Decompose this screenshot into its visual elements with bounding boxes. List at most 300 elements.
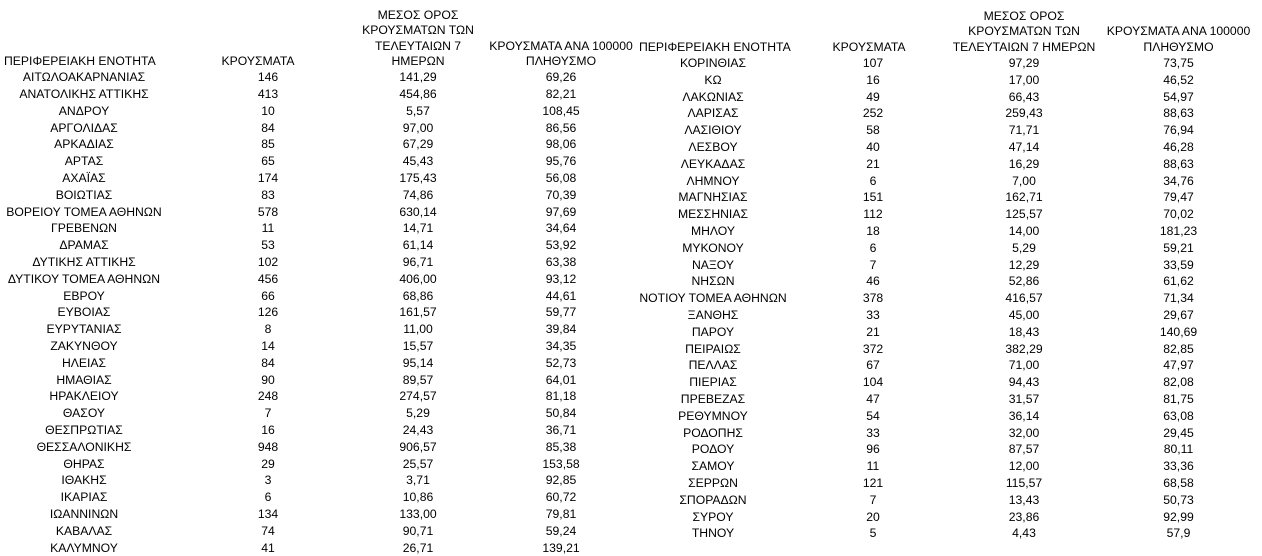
per100k-cell: 70,02 <box>1099 206 1258 223</box>
region-cell: ΒΟΙΩΤΙΑΣ <box>2 187 166 204</box>
table-row <box>2 69 636 86</box>
region-cell: ΗΜΑΘΙΑΣ <box>2 372 166 389</box>
cases-cell: 7 <box>789 257 949 274</box>
per100k-cell: 108,45 <box>486 103 636 120</box>
region-cell: ΛΕΣΒΟΥ <box>637 139 789 156</box>
table-row <box>2 220 636 237</box>
table-row <box>2 422 636 439</box>
per100k-cell: 33,36 <box>1099 458 1258 475</box>
cases-cell: 6 <box>166 489 350 506</box>
region-cell: ΠΡΕΒΕΖΑΣ <box>637 391 789 408</box>
avg7-cell: 97,29 <box>949 55 1099 72</box>
per100k-cell: 88,63 <box>1099 105 1258 122</box>
table-row <box>2 271 636 288</box>
cases-table-left <box>2 8 636 556</box>
avg7-cell: 14,71 <box>350 220 486 237</box>
cases-cell: 7 <box>789 492 949 509</box>
region-cell: ΝΟΤΙΟΥ ΤΟΜΕΑ ΑΘΗΝΩΝ <box>637 290 789 307</box>
region-cell: ΘΕΣΣΑΛΟΝΙΚΗΣ <box>2 439 166 456</box>
cases-cell: 11 <box>789 458 949 475</box>
region-cell: ΙΚΑΡΙΑΣ <box>2 489 166 506</box>
table-body-right <box>637 55 1258 542</box>
header-cases: ΚΡΟΥΣΜΑΤΑ <box>166 8 350 69</box>
table-row <box>637 223 1258 240</box>
table-row <box>637 525 1258 542</box>
cases-cell: 21 <box>789 324 949 341</box>
table-row <box>637 391 1258 408</box>
per100k-cell: 95,76 <box>486 153 636 170</box>
per100k-cell: 50,73 <box>1099 492 1258 509</box>
table-row <box>2 86 636 103</box>
avg7-cell: 74,86 <box>350 187 486 204</box>
per100k-cell: 153,58 <box>486 456 636 473</box>
per100k-cell: 44,61 <box>486 288 636 305</box>
per100k-cell: 80,11 <box>1099 441 1258 458</box>
per100k-cell: 88,63 <box>1099 156 1258 173</box>
table-row <box>2 103 636 120</box>
avg7-cell: 906,57 <box>350 439 486 456</box>
region-cell: ΜΥΚΟΝΟΥ <box>637 240 789 257</box>
region-cell: ΘΕΣΠΡΩΤΙΑΣ <box>2 422 166 439</box>
header-cases: ΚΡΟΥΣΜΑΤΑ <box>789 8 949 55</box>
per100k-cell: 82,85 <box>1099 341 1258 358</box>
cases-cell: 6 <box>789 240 949 257</box>
table-row <box>637 307 1258 324</box>
region-cell: ΒΟΡΕΙΟΥ ΤΟΜΕΑ ΑΘΗΝΩΝ <box>2 204 166 221</box>
table-row <box>2 388 636 405</box>
cases-cell: 104 <box>789 374 949 391</box>
avg7-cell: 454,86 <box>350 86 486 103</box>
cases-cell: 41 <box>166 540 350 556</box>
region-cell: ΗΡΑΚΛΕΙΟΥ <box>2 388 166 405</box>
avg7-cell: 23,86 <box>949 509 1099 526</box>
cases-cell: 67 <box>789 357 949 374</box>
avg7-cell: 36,14 <box>949 408 1099 425</box>
cases-cell: 58 <box>789 122 949 139</box>
per100k-cell: 60,72 <box>486 489 636 506</box>
per100k-cell: 86,56 <box>486 120 636 137</box>
region-cell: ΕΥΡΥΤΑΝΙΑΣ <box>2 321 166 338</box>
region-cell: ΛΕΥΚΑΔΑΣ <box>637 156 789 173</box>
table-row <box>637 173 1258 190</box>
table-row <box>637 425 1258 442</box>
cases-cell: 6 <box>789 173 949 190</box>
table-row <box>637 441 1258 458</box>
cases-cell: 5 <box>789 525 949 542</box>
table-row <box>637 156 1258 173</box>
region-cell: ΠΑΡΟΥ <box>637 324 789 341</box>
per100k-cell: 46,52 <box>1099 72 1258 89</box>
per100k-cell: 68,58 <box>1099 475 1258 492</box>
cases-cell: 126 <box>166 304 350 321</box>
table-row <box>2 540 636 556</box>
table-row <box>2 355 636 372</box>
cases-cell: 7 <box>166 405 350 422</box>
table-row <box>2 338 636 355</box>
table-row <box>637 240 1258 257</box>
per100k-cell: 53,92 <box>486 237 636 254</box>
per100k-cell: 47,97 <box>1099 357 1258 374</box>
avg7-cell: 5,57 <box>350 103 486 120</box>
table-row <box>637 492 1258 509</box>
table-row <box>2 136 636 153</box>
table-row <box>2 506 636 523</box>
region-cell: ΠΕΙΡΑΙΩΣ <box>637 341 789 358</box>
avg7-cell: 630,14 <box>350 204 486 221</box>
cases-cell: 578 <box>166 204 350 221</box>
per100k-cell: 140,69 <box>1099 324 1258 341</box>
region-cell: ΗΛΕΙΑΣ <box>2 355 166 372</box>
region-cell: ΡΟΔΟΠΗΣ <box>637 425 789 442</box>
avg7-cell: 406,00 <box>350 271 486 288</box>
per100k-cell: 59,24 <box>486 523 636 540</box>
avg7-cell: 162,71 <box>949 189 1099 206</box>
table-row <box>637 122 1258 139</box>
per100k-cell: 52,73 <box>486 355 636 372</box>
cases-cell: 66 <box>166 288 350 305</box>
region-cell: ΖΑΚΥΝΘΟΥ <box>2 338 166 355</box>
table-row <box>2 405 636 422</box>
cases-cell: 16 <box>789 72 949 89</box>
cases-cell: 14 <box>166 338 350 355</box>
region-cell: ΜΕΣΣΗΝΙΑΣ <box>637 206 789 223</box>
region-cell: ΓΡΕΒΕΝΩΝ <box>2 220 166 237</box>
region-cell: ΚΑΒΑΛΑΣ <box>2 523 166 540</box>
cases-cell: 83 <box>166 187 350 204</box>
region-cell: ΠΕΛΛΑΣ <box>637 357 789 374</box>
table-row <box>637 324 1258 341</box>
cases-cell: 121 <box>789 475 949 492</box>
region-cell: ΙΩΑΝΝΙΝΩΝ <box>2 506 166 523</box>
region-cell: ΣΠΟΡΑΔΩΝ <box>637 492 789 509</box>
table-row <box>2 120 636 137</box>
table-row <box>637 72 1258 89</box>
avg7-cell: 382,29 <box>949 341 1099 358</box>
cases-cell: 102 <box>166 254 350 271</box>
cases-cell: 413 <box>166 86 350 103</box>
avg7-cell: 95,14 <box>350 355 486 372</box>
table-row <box>2 153 636 170</box>
avg7-cell: 25,57 <box>350 456 486 473</box>
cases-cell: 107 <box>789 55 949 72</box>
avg7-cell: 17,00 <box>949 72 1099 89</box>
per100k-cell: 82,21 <box>486 86 636 103</box>
cases-cell: 10 <box>166 103 350 120</box>
avg7-cell: 45,00 <box>949 307 1099 324</box>
avg7-cell: 66,43 <box>949 89 1099 106</box>
cases-cell: 8 <box>166 321 350 338</box>
avg7-cell: 61,14 <box>350 237 486 254</box>
avg7-cell: 15,57 <box>350 338 486 355</box>
header-avg7: ΜΕΣΟΣ ΟΡΟΣ ΚΡΟΥΣΜΑΤΩΝ ΤΩΝ ΤΕΛΕΥΤΑΙΩΝ 7 ΗΜΕΡΩΝ <box>949 8 1099 55</box>
avg7-cell: 47,14 <box>949 139 1099 156</box>
avg7-cell: 141,29 <box>350 69 486 86</box>
table-row <box>2 304 636 321</box>
per100k-cell: 56,08 <box>486 170 636 187</box>
avg7-cell: 125,57 <box>949 206 1099 223</box>
cases-cell: 948 <box>166 439 350 456</box>
avg7-cell: 10,86 <box>350 489 486 506</box>
region-cell: ΣΕΡΡΩΝ <box>637 475 789 492</box>
table-row <box>637 475 1258 492</box>
region-cell: ΑΝΑΤΟΛΙΚΗΣ ΑΤΤΙΚΗΣ <box>2 86 166 103</box>
avg7-cell: 3,71 <box>350 472 486 489</box>
avg7-cell: 97,00 <box>350 120 486 137</box>
region-cell: ΑΝΔΡΟΥ <box>2 103 166 120</box>
per100k-cell: 98,06 <box>486 136 636 153</box>
per100k-cell: 82,08 <box>1099 374 1258 391</box>
per100k-cell: 81,75 <box>1099 391 1258 408</box>
cases-cell: 84 <box>166 355 350 372</box>
table-row <box>637 458 1258 475</box>
per100k-cell: 64,01 <box>486 372 636 389</box>
table-row <box>2 456 636 473</box>
region-cell: ΤΗΝΟΥ <box>637 525 789 542</box>
cases-cell: 11 <box>166 220 350 237</box>
table-row <box>2 523 636 540</box>
cases-cell: 146 <box>166 69 350 86</box>
table-body-left <box>2 69 636 556</box>
cases-table-right <box>637 8 1258 542</box>
region-cell: ΜΗΛΟΥ <box>637 223 789 240</box>
region-cell: ΕΒΡΟΥ <box>2 288 166 305</box>
region-cell: ΑΡΚΑΔΙΑΣ <box>2 136 166 153</box>
region-cell: ΝΑΞΟΥ <box>637 257 789 274</box>
table-row <box>637 105 1258 122</box>
region-cell: ΑΡΤΑΣ <box>2 153 166 170</box>
per100k-cell: 181,23 <box>1099 223 1258 240</box>
avg7-cell: 12,29 <box>949 257 1099 274</box>
per100k-cell: 34,35 <box>486 338 636 355</box>
avg7-cell: 5,29 <box>949 240 1099 257</box>
per100k-cell: 71,34 <box>1099 290 1258 307</box>
header-row <box>2 8 636 69</box>
table-row <box>2 321 636 338</box>
cases-cell: 85 <box>166 136 350 153</box>
table-row <box>2 439 636 456</box>
per100k-cell: 39,84 <box>486 321 636 338</box>
per100k-cell: 97,69 <box>486 204 636 221</box>
per100k-cell: 93,12 <box>486 271 636 288</box>
header-per100k: ΚΡΟΥΣΜΑΤΑ ΑΝΑ 100000 ΠΛΗΘΥΣΜΟ <box>486 8 636 69</box>
cases-cell: 248 <box>166 388 350 405</box>
header-region: ΠΕΡΙΦΕΡΕΙΑΚΗ ΕΝΟΤΗΤΑ <box>2 8 166 69</box>
cases-cell: 29 <box>166 456 350 473</box>
per100k-cell: 85,38 <box>486 439 636 456</box>
cases-cell: 252 <box>789 105 949 122</box>
table-row <box>637 55 1258 72</box>
per100k-cell: 69,26 <box>486 69 636 86</box>
per100k-cell: 61,62 <box>1099 273 1258 290</box>
region-cell: ΚΑΛΥΜΝΟΥ <box>2 540 166 556</box>
per100k-cell: 59,21 <box>1099 240 1258 257</box>
table-row <box>637 341 1258 358</box>
avg7-cell: 45,43 <box>350 153 486 170</box>
region-cell: ΑΡΓΟΛΙΔΑΣ <box>2 120 166 137</box>
per100k-cell: 79,81 <box>486 506 636 523</box>
table-row <box>2 204 636 221</box>
cases-cell: 174 <box>166 170 350 187</box>
per100k-cell: 76,94 <box>1099 122 1258 139</box>
cases-cell: 74 <box>166 523 350 540</box>
table-row <box>637 206 1258 223</box>
region-cell: ΛΑΚΩΝΙΑΣ <box>637 89 789 106</box>
per100k-cell: 63,08 <box>1099 408 1258 425</box>
table-row <box>2 472 636 489</box>
avg7-cell: 96,71 <box>350 254 486 271</box>
region-cell: ΜΑΓΝΗΣΙΑΣ <box>637 189 789 206</box>
avg7-cell: 7,00 <box>949 173 1099 190</box>
region-cell: ΙΘΑΚΗΣ <box>2 472 166 489</box>
cases-cell: 378 <box>789 290 949 307</box>
table-row <box>637 189 1258 206</box>
per100k-cell: 59,77 <box>486 304 636 321</box>
per100k-cell: 34,76 <box>1099 173 1258 190</box>
header-per100k: ΚΡΟΥΣΜΑΤΑ ΑΝΑ 100000 ΠΛΗΘΥΣΜΟ <box>1099 8 1258 55</box>
region-cell: ΕΥΒΟΙΑΣ <box>2 304 166 321</box>
avg7-cell: 274,57 <box>350 388 486 405</box>
region-cell: ΘΗΡΑΣ <box>2 456 166 473</box>
cases-cell: 65 <box>166 153 350 170</box>
region-cell: ΛΑΡΙΣΑΣ <box>637 105 789 122</box>
avg7-cell: 12,00 <box>949 458 1099 475</box>
cases-cell: 53 <box>166 237 350 254</box>
avg7-cell: 5,29 <box>350 405 486 422</box>
region-cell: ΛΑΣΙΘΙΟΥ <box>637 122 789 139</box>
table-row <box>637 273 1258 290</box>
avg7-cell: 259,43 <box>949 105 1099 122</box>
cases-cell: 112 <box>789 206 949 223</box>
cases-cell: 96 <box>789 441 949 458</box>
avg7-cell: 175,43 <box>350 170 486 187</box>
region-cell: ΡΕΘΥΜΝΟΥ <box>637 408 789 425</box>
avg7-cell: 416,57 <box>949 290 1099 307</box>
region-cell: ΠΙΕΡΙΑΣ <box>637 374 789 391</box>
per100k-cell: 29,67 <box>1099 307 1258 324</box>
region-cell: ΚΟΡΙΝΘΙΑΣ <box>637 55 789 72</box>
avg7-cell: 133,00 <box>350 506 486 523</box>
avg7-cell: 31,57 <box>949 391 1099 408</box>
avg7-cell: 87,57 <box>949 441 1099 458</box>
region-cell: ΛΗΜΝΟΥ <box>637 173 789 190</box>
per100k-cell: 73,75 <box>1099 55 1258 72</box>
region-cell: ΔΥΤΙΚΗΣ ΑΤΤΙΚΗΣ <box>2 254 166 271</box>
region-cell: ΞΑΝΘΗΣ <box>637 307 789 324</box>
table-row <box>637 357 1258 374</box>
per100k-cell: 33,59 <box>1099 257 1258 274</box>
cases-cell: 16 <box>166 422 350 439</box>
cases-cell: 49 <box>789 89 949 106</box>
cases-cell: 33 <box>789 307 949 324</box>
table-row <box>637 257 1258 274</box>
avg7-cell: 18,43 <box>949 324 1099 341</box>
avg7-cell: 71,00 <box>949 357 1099 374</box>
cases-cell: 151 <box>789 189 949 206</box>
table-row <box>2 254 636 271</box>
cases-cell: 372 <box>789 341 949 358</box>
region-cell: ΣΥΡΟΥ <box>637 509 789 526</box>
region-cell: ΣΑΜΟΥ <box>637 458 789 475</box>
region-cell: ΘΑΣΟΥ <box>2 405 166 422</box>
per100k-cell: 34,64 <box>486 220 636 237</box>
avg7-cell: 13,43 <box>949 492 1099 509</box>
header-region: ΠΕΡΙΦΕΡΕΙΑΚΗ ΕΝΟΤΗΤΑ <box>637 8 789 55</box>
cases-cell: 134 <box>166 506 350 523</box>
per100k-cell: 50,84 <box>486 405 636 422</box>
region-cell: ΝΗΣΩΝ <box>637 273 789 290</box>
avg7-cell: 68,86 <box>350 288 486 305</box>
per100k-cell: 46,28 <box>1099 139 1258 156</box>
cases-cell: 21 <box>789 156 949 173</box>
cases-cell: 46 <box>789 273 949 290</box>
cases-cell: 18 <box>789 223 949 240</box>
table-row <box>2 170 636 187</box>
region-cell: ΔΡΑΜΑΣ <box>2 237 166 254</box>
cases-cell: 40 <box>789 139 949 156</box>
table-row <box>637 139 1258 156</box>
avg7-cell: 52,86 <box>949 273 1099 290</box>
avg7-cell: 161,57 <box>350 304 486 321</box>
avg7-cell: 94,43 <box>949 374 1099 391</box>
cases-cell: 3 <box>166 472 350 489</box>
per100k-cell: 81,18 <box>486 388 636 405</box>
avg7-cell: 67,29 <box>350 136 486 153</box>
cases-cell: 84 <box>166 120 350 137</box>
avg7-cell: 32,00 <box>949 425 1099 442</box>
table-row <box>2 288 636 305</box>
table-row <box>2 372 636 389</box>
cases-cell: 33 <box>789 425 949 442</box>
table-row <box>637 89 1258 106</box>
per100k-cell: 54,97 <box>1099 89 1258 106</box>
per100k-cell: 36,71 <box>486 422 636 439</box>
cases-cell: 54 <box>789 408 949 425</box>
table-row <box>2 187 636 204</box>
per100k-cell: 57,9 <box>1099 525 1258 542</box>
cases-cell: 47 <box>789 391 949 408</box>
avg7-cell: 14,00 <box>949 223 1099 240</box>
avg7-cell: 24,43 <box>350 422 486 439</box>
region-cell: ΔΥΤΙΚΟΥ ΤΟΜΕΑ ΑΘΗΝΩΝ <box>2 271 166 288</box>
table-row <box>637 374 1258 391</box>
avg7-cell: 4,43 <box>949 525 1099 542</box>
per100k-cell: 79,47 <box>1099 189 1258 206</box>
header-row <box>637 8 1258 55</box>
cases-cell: 456 <box>166 271 350 288</box>
header-avg7: ΜΕΣΟΣ ΟΡΟΣ ΚΡΟΥΣΜΑΤΩΝ ΤΩΝ ΤΕΛΕΥΤΑΙΩΝ 7 ΗΜΕΡΩΝ <box>350 8 486 69</box>
table-row <box>637 290 1258 307</box>
region-cell: ΑΙΤΩΛΟΑΚΑΡΝΑΝΙΑΣ <box>2 69 166 86</box>
avg7-cell: 115,57 <box>949 475 1099 492</box>
table-row <box>2 237 636 254</box>
per100k-cell: 139,21 <box>486 540 636 556</box>
per100k-cell: 70,39 <box>486 187 636 204</box>
cases-cell: 20 <box>789 509 949 526</box>
avg7-cell: 11,00 <box>350 321 486 338</box>
avg7-cell: 26,71 <box>350 540 486 556</box>
avg7-cell: 89,57 <box>350 372 486 389</box>
table-row <box>637 509 1258 526</box>
table-row <box>637 408 1258 425</box>
region-cell: ΑΧΑΪΑΣ <box>2 170 166 187</box>
table-row <box>2 489 636 506</box>
per100k-cell: 92,99 <box>1099 509 1258 526</box>
region-cell: ΚΩ <box>637 72 789 89</box>
avg7-cell: 71,71 <box>949 122 1099 139</box>
cases-cell: 90 <box>166 372 350 389</box>
avg7-cell: 16,29 <box>949 156 1099 173</box>
per100k-cell: 63,38 <box>486 254 636 271</box>
